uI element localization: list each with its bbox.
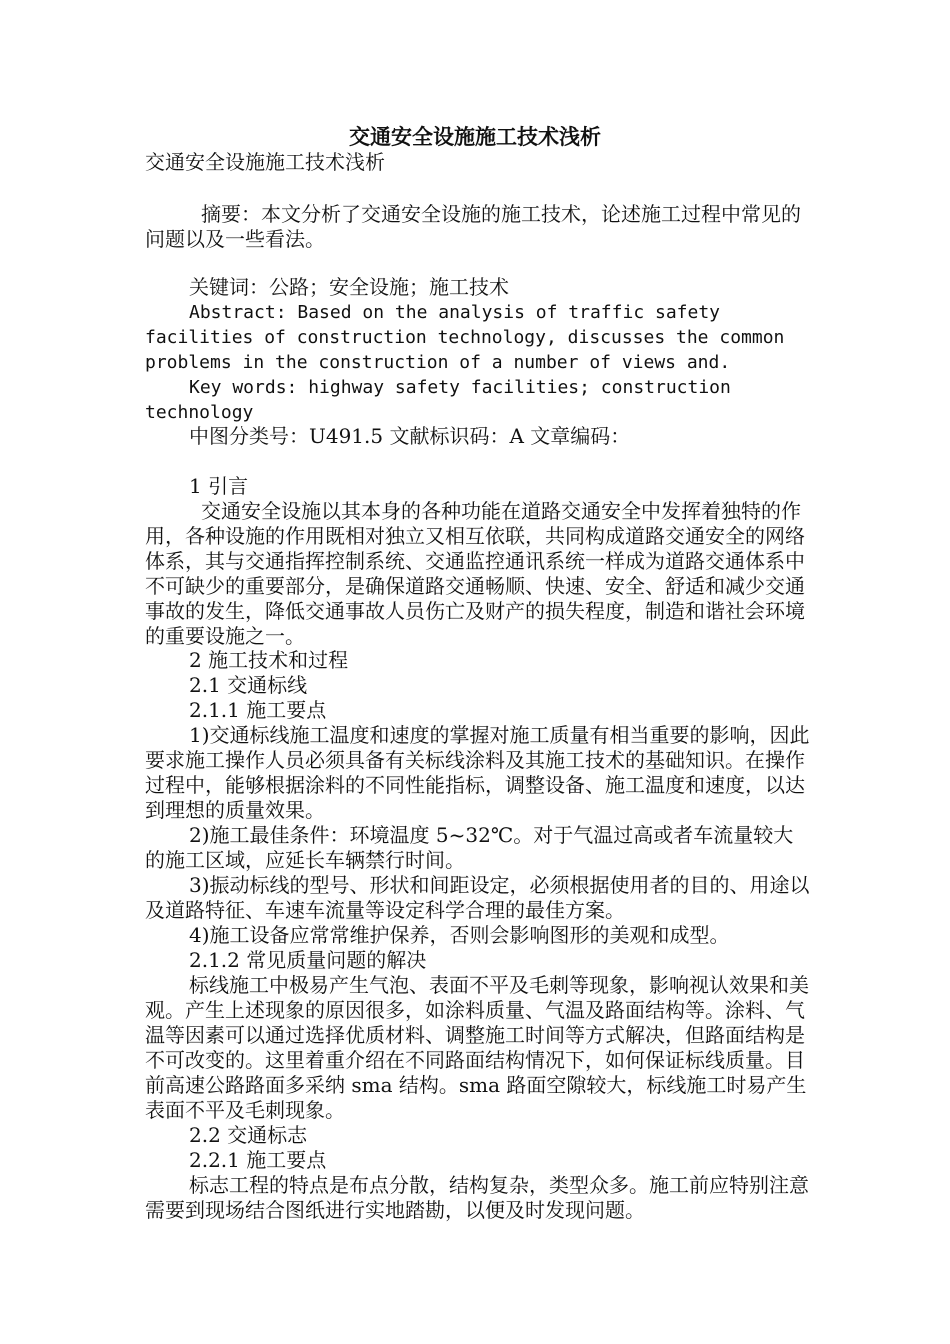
list-item: 4)施工设备应常常维护保养，否则会影响图形的美观和成型。 <box>189 923 730 947</box>
abstract-en-paragraph: Abstract: Based on the analysis of traffic safety facilities of construction technology, discusses the common problems in the construction of a number of views and. <box>145 302 796 373</box>
abstract-paragraph: 摘要：本文分析了交通安全设施的施工技术，论述施工过程中常见的问题以及一些看法。 <box>145 202 801 251</box>
section-2-1-heading: 2.1 交通标线 <box>189 673 308 697</box>
list-item: 3)振动标线的型号、形状和间距设定，必须根据使用者的目的、用途以及道路特征、车速车流量等设定科学合理的最佳方案。 <box>145 873 810 922</box>
keywords-en-line: Key words: highway safety facilities; construction technology <box>145 377 742 423</box>
list-item: 2)施工最佳条件：环境温度 5~32℃。对于气温过高或者车流量较大的施工区域，应延长车辆禁行时间。 <box>145 823 794 872</box>
section-2-2-1-heading: 2.2.1 施工要点 <box>189 1148 327 1172</box>
classification-line: 中图分类号：U491.5 文献标识码：A 文章编码： <box>189 424 631 448</box>
section-2-1-1-heading: 2.1.1 施工要点 <box>189 698 327 722</box>
document-title: 交通安全设施施工技术浅析 <box>349 124 601 149</box>
list-item: 1)交通标线施工温度和速度的掌握对施工质量有相当重要的影响，因此要求施工操作人员必须具备有关标线涂料及其施工技术的基础知识。在操作过程中，能够根据涂料的不同性能指标，调整设备、施工温度和速度，以达到理想的质量效果。 <box>145 723 810 822</box>
section-2-1-2-heading: 2.1.2 常见质量问题的解决 <box>189 948 427 972</box>
section-2-heading: 2 施工技术和过程 <box>189 648 349 672</box>
section-2-2-heading: 2.2 交通标志 <box>189 1123 308 1147</box>
section-2-1-2-body: 标线施工中极易产生气泡、表面不平及毛刺等现象，影响视认效果和美观。产生上述现象的原因很多，如涂料质量、气温及路面结构等。涂料、气温等因素可以通过选择优质材料、调整施工时间等方式解决，但路面结构是不可改变的。这里着重介绍在不同路面结构情况下，如何保证标线质量。目前高速公路路面多采纳 sma 结构。sma 路面空隙较大，标线施工时易产生表面不平及毛刺现象。 <box>145 973 809 1122</box>
section-1-heading: 1 引言 <box>189 474 249 498</box>
section-1-body: 交通安全设施以其本身的各种功能在道路交通安全中发挥着独特的作用，各种设施的作用既相对独立又相互依联，共同构成道路交通安全的网络体系，其与交通指挥控制系统、交通监控通讯系统一样成为道路交通体系中不可缺少的重要部分，是确保道路交通畅顺、快速、安全、舒适和减少交通事故的发生，降低交通事故人员伤亡及财产的损失程度，制造和谐社会环境的重要设施之一。 <box>145 499 805 648</box>
section-2-2-1-body: 标志工程的特点是布点分散，结构复杂，类型众多。施工前应特别注意需要到现场结合图纸进行实地踏勘，以便及时发现问题。 <box>145 1173 809 1222</box>
keywords-line: 关键词：公路；安全设施；施工技术 <box>189 275 509 299</box>
document-subtitle: 交通安全设施施工技术浅析 <box>145 150 385 174</box>
